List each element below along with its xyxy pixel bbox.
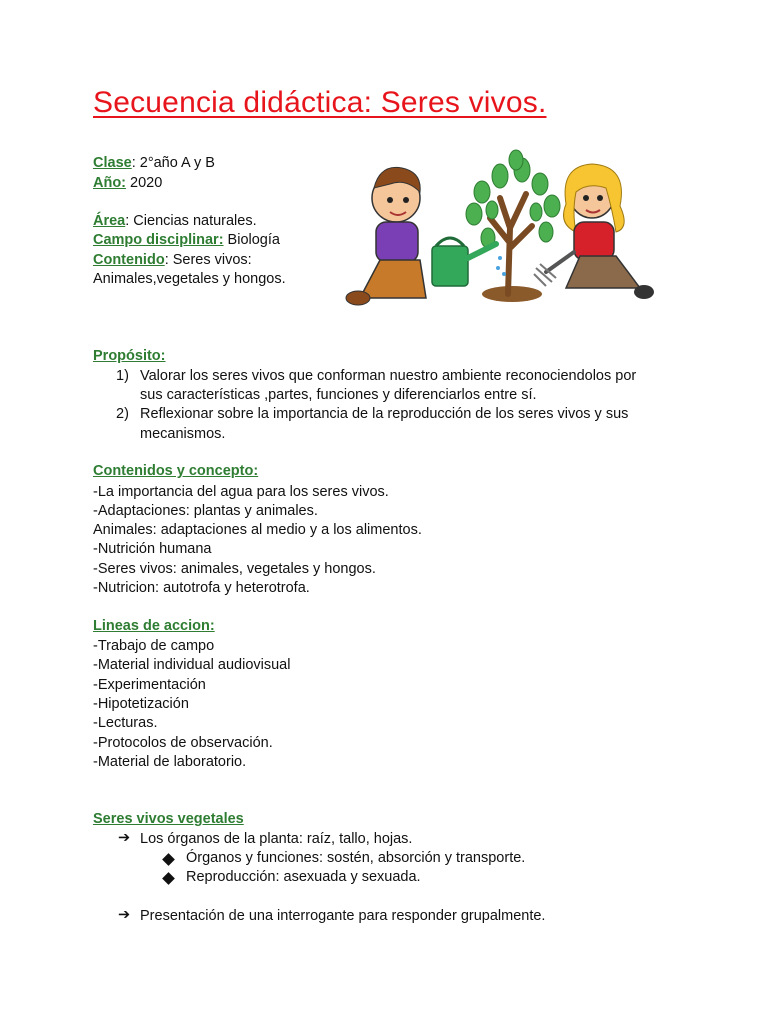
lineas-line: -Hipotetización	[93, 696, 189, 712]
lineas-heading: Lineas de accion:	[93, 618, 215, 634]
proposito-item-1-number: 1)	[116, 368, 129, 384]
contenidos-line: -Nutricion: autotrofa y heterotrofa.	[93, 580, 310, 596]
proposito-item-2-line-2: mecanismos.	[140, 426, 226, 442]
diamond-bullet-icon	[162, 853, 175, 866]
lineas-line: -Material individual audiovisual	[93, 657, 291, 673]
lineas-line: -Protocolos de observación.	[93, 735, 273, 751]
vegetales-sub-item-1: Órganos y funciones: sostén, absorción y transporte.	[186, 850, 526, 866]
proposito-item-1-line-2: sus características ,partes, funciones y diferenciarlos entre sí.	[140, 387, 537, 403]
arrow-bullet-icon: ➔	[118, 907, 131, 923]
anio-line	[93, 174, 162, 193]
contenidos-heading: Contenidos y concepto:	[93, 463, 259, 479]
contenido-label: Contenido	[93, 252, 165, 268]
contenido-value: : Seres vivos:	[164, 252, 252, 268]
contenido-line	[93, 251, 252, 270]
area-line	[93, 212, 257, 231]
lineas-line: -Lecturas.	[93, 715, 158, 731]
clase-line	[93, 154, 215, 173]
arrow-bullet-icon: ➔	[118, 830, 131, 846]
vegetales-arrow-item-1: Los órganos de la planta: raíz, tallo, hojas.	[140, 831, 413, 847]
anio-value: 2020	[126, 175, 163, 191]
clase-value: : 2°año A y B	[131, 155, 215, 171]
vegetales-heading: Seres vivos vegetales	[93, 811, 244, 827]
area-label: Área	[93, 213, 126, 229]
clase-label: Clase	[93, 155, 132, 171]
proposito-item-2-number: 2)	[116, 406, 129, 422]
contenidos-line: -Adaptaciones: plantas y animales.	[93, 503, 318, 519]
campo-value: Biología	[223, 232, 280, 248]
proposito-item-1-line-1: Valorar los seres vivos que conforman nuestro ambiente reconociendolos por	[140, 368, 637, 384]
lineas-line: -Experimentación	[93, 677, 206, 693]
children-planting-tree-illustration	[340, 148, 660, 314]
vegetales-arrow-item-2: Presentación de una interrogante para responder grupalmente.	[140, 908, 546, 924]
proposito-heading: Propósito:	[93, 348, 166, 364]
contenidos-line: Animales: adaptaciones al medio y a los alimentos.	[93, 522, 422, 538]
lineas-line: -Trabajo de campo	[93, 638, 215, 654]
anio-label: Año:	[93, 175, 127, 191]
vegetales-sub-item-2: Reproducción: asexuada y sexuada.	[186, 869, 421, 885]
campo-line	[93, 231, 280, 250]
contenido-line-2: Animales,vegetales y hongos.	[93, 271, 286, 287]
page-title: Secuencia didáctica: Seres vivos.	[93, 86, 547, 119]
proposito-item-2-line-1: Reflexionar sobre la importancia de la reproducción de los seres vivos y sus	[140, 406, 629, 422]
contenidos-line: -La importancia del agua para los seres vivos.	[93, 484, 389, 500]
area-value: : Ciencias naturales.	[125, 213, 257, 229]
campo-label: Campo disciplinar:	[93, 232, 224, 248]
contenidos-line: -Nutrición humana	[93, 541, 212, 557]
lineas-line: -Material de laboratorio.	[93, 754, 247, 770]
diamond-bullet-icon	[162, 872, 175, 885]
contenidos-line: -Seres vivos: animales, vegetales y hongos.	[93, 561, 376, 577]
